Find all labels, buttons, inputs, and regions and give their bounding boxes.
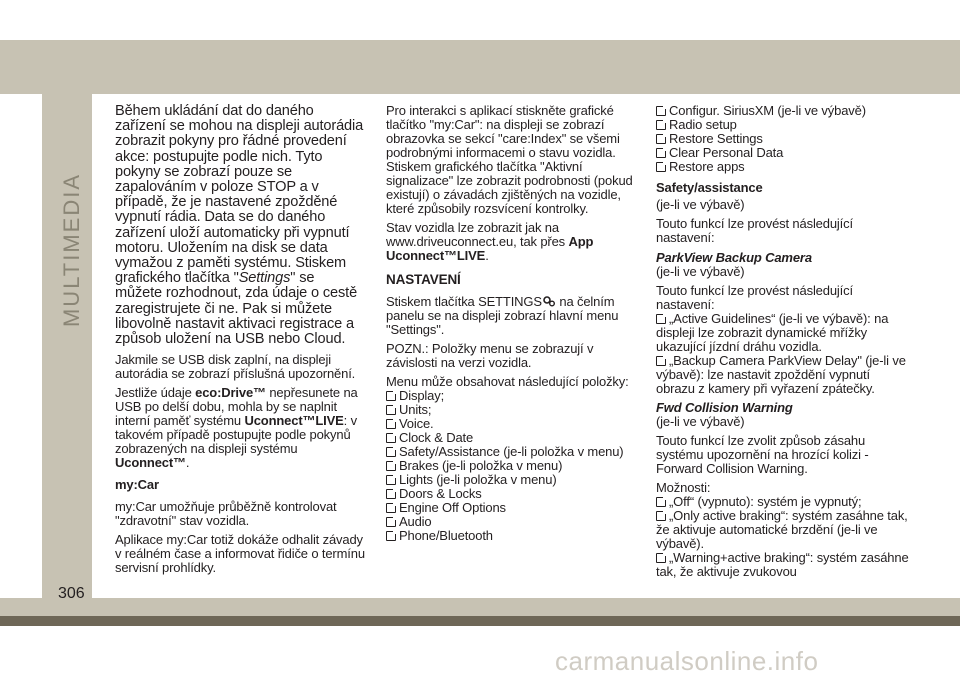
footer-line [0,616,960,626]
section-label: MULTIMEDIA [59,172,84,328]
list-item: Clear Personal Data [656,146,910,160]
header-band [0,40,960,94]
heading-parkview: ParkView Backup Camera [656,250,812,265]
checkbox-icon [656,148,666,158]
list-item: Brakes (je-li položka v menu) [386,459,636,473]
list-item: „Active Guidelines“ (je-li ve výbavě): na displeji lze zobrazit dynamické mřížky ukazující jízdní dráhu vozidla. [656,311,889,354]
checkbox-icon [386,405,396,415]
list-item: Restore apps [656,160,910,174]
list-item: Clock & Date [386,431,636,445]
checkbox-icon [386,517,396,527]
checkbox-icon [656,162,666,172]
page-number: 306 [58,585,85,602]
list-item: Units; [386,403,636,417]
checkbox-icon [386,447,396,457]
heading-safety: Safety/assistance [656,180,763,195]
list-item: Display; [386,389,636,403]
paragraph: Pro interakci s aplikací stiskněte grafické tlačítko "my:Car": na displeji se zobrazí obrazovka se sekcí "care:Index" se všemi podrobnými informacemi o stavu vozidla. Stiskem grafického tlačítka "Aktivní signalizace" lze zobrazit podrobnosti (pokud existují) o závadách zjištěných na vozidle, které způsobily rozsvícení kontrolky. [386,103,633,216]
paragraph: Touto funkcí lze zvolit způsob zásahu systému upozornění na hrozící kolizi - Forward Collision Warning. [656,433,869,476]
checkbox-icon [386,433,396,443]
paragraph: Stav vozidla lze zobrazit jak na www.driveuconnect.eu, tak přes App Uconnect™LIVE. [386,220,594,263]
footer-band [0,598,960,616]
fcw-options [656,495,910,579]
checkbox-icon [386,503,396,513]
checkbox-icon [656,511,666,521]
checkbox-icon [656,106,666,116]
list-item: Safety/Assistance (je-li položka v menu) [386,445,636,459]
paragraph: Touto funkcí lze provést následující nastavení: [656,283,853,312]
paragraph: Menu může obsahovat následující položky: [386,374,629,389]
parkview-options [656,312,910,396]
checkbox-icon [656,134,666,144]
list-item: Restore Settings [656,132,910,146]
list-item: Audio [386,515,636,529]
watermark: carmanualsonline.info [555,646,819,676]
heading-fcw: Fwd Collision Warning [656,400,793,415]
list-item: „Off“ (vypnuto): systém je vypnutý; [656,495,910,509]
checkbox-icon [656,314,666,324]
paragraph: (je-li ve výbavě) [656,197,745,212]
checkbox-icon [656,553,666,563]
heading-mycar: my:Car [115,477,159,493]
list-item: „Backup Camera ParkView Delay" (je-li ve výbavě): lze nastavit zpoždění vypnutí obrazu z kamery při vyřazení zpátečky. [656,353,906,396]
checkbox-icon [656,356,666,366]
list-item: Engine Off Options [386,501,636,515]
paragraph: (je-li ve výbavě) [656,264,745,279]
paragraph: Aplikace my:Car totiž dokáže odhalit závady v reálném čase a informovat řidiče o termínu servisní prohlídky. [115,532,365,576]
settings-menu-list [386,389,636,543]
paragraph: my:Car umožňuje průběžně kontrolovat "zdravotní" stav vozidla. [115,499,337,529]
list-item: Configur. SiriusXM (je-li ve výbavě) [656,104,910,118]
paragraph: Možnosti: [656,480,711,495]
list-item: „Only active braking“: systém zasáhne tak, že aktivuje automatické brzdění (je-li ve výbavě). [656,508,908,551]
paragraph: Stiskem tlačítka SETTINGS na čelním panelu se na displeji zobrazí hlavní menu "Settings". [386,294,619,337]
paragraph: Jestliže údaje eco:Drive™ nepřesunete na USB po delší dobu, mohla by se naplnit interní paměť systému Uconnect™LIVE: v takovém případě postupujte podle pokynů zobrazených na displeji systému Uconnect™. [115,385,358,471]
paragraph: (je-li ve výbavě) [656,414,745,429]
paragraph: Během ukládání dat do daného zařízení se mohou na displeji autorádia zobrazit pokyny pro řádné provedení akce: postupujte podle nich. Tyto pokyny se zobrazí pouze se zapalováním v poloze STOP a v případě, že je nastavené zpožděné vypnutí rádia. Data se do daného zařízení uloží automaticky při vypnutí motoru. Uložením na disk se data vymažou z paměti systému. Stiskem grafického tlačítka "Settings" se můžete rozhodnout, zda údaje o cestě zaregistrujete či ne. Pak si můžete libovolně nastavit aktivaci registrace a způsob uložení na USB nebo Cloud. [115,103,364,348]
paragraph: Jakmile se USB disk zaplní, na displeji autorádia se zobrazí příslušná upozornění. [115,352,356,382]
list-item: Voice. [386,417,636,431]
paragraph: POZN.: Položky menu se zobrazují v závislosti na verzi vozidla. [386,341,594,370]
checkbox-icon [386,489,396,499]
checkbox-icon [386,391,396,401]
checkbox-icon [386,419,396,429]
checkbox-icon [656,497,666,507]
list-item: Phone/Bluetooth [386,529,636,543]
checkbox-icon [386,531,396,541]
list-item: „Warning+active braking“: systém zasáhne tak, že aktivuje zvukovou [656,550,909,579]
checkbox-icon [386,461,396,471]
list-item: Lights (je-li položka v menu) [386,473,636,487]
paragraph: Touto funkcí lze provést následující nastavení: [656,216,853,245]
checkbox-icon [656,120,666,130]
column-3 [656,104,910,584]
column-2 [386,104,636,548]
section-tab [42,94,92,598]
settings-gear-icon [542,295,556,307]
list-item: Radio setup [656,118,910,132]
list-item: Doors & Locks [386,487,636,501]
checkbox-icon [386,475,396,485]
column-1 [115,104,365,580]
heading-nastaveni: NASTAVENÍ [386,272,461,287]
settings-menu-list-continued [656,104,910,174]
